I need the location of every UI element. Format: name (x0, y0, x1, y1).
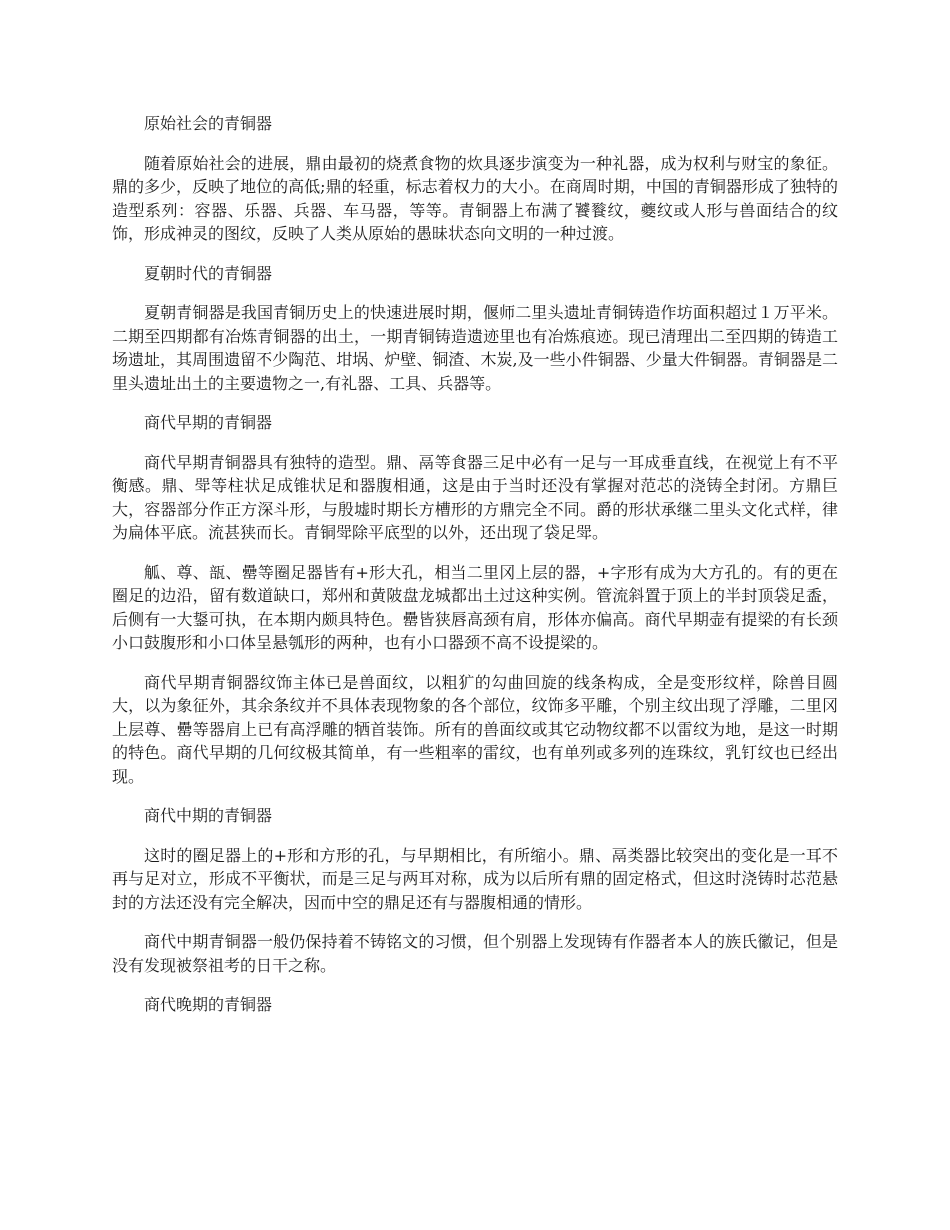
section-heading-xia: 夏朝时代的青铜器 (144, 263, 273, 283)
section-heading-early-shang: 商代早期的青铜器 (144, 413, 273, 432)
paragraph-primitive-1: 随着原始社会的进展，鼎由最初的烧煮食物的炊具逐步演变为一种礼器，成为权利与财宝的象征。鼎的多少，反映了地位的高低;鼎的轻重，标志着权力的大小。在商周时期，中国的青铜器形成了独特的造型系列：容器、乐器、兵器、车马器，等等。青铜器上布满了饕餮纹，夔纹或人形与兽面结合的纹饰，形成神灵的图纹，反映了人类从原始的愚昧状态向文明的一种过渡。 (112, 153, 838, 243)
paragraph-early-shang-3: 商代早期青铜器纹饰主体已是兽面纹，以粗犷的勾曲回旋的线条构成，全是变形纹样，除兽目圆大，以为象征外，其余条纹并不具体表现物象的各个部位，纹饰多平雕，个别主纹出现了浮雕，二里冈上层尊、罍等器肩上已有高浮雕的牺首装饰。所有的兽面纹或其它动物纹都不以雷纹为地，是这一时期的特色。商代早期的几何纹极其简单，有一些粗率的雷纹，也有单列或多列的连珠纹，乳钉纹也已经出现。 (112, 672, 838, 786)
paragraph-middle-shang-1: 这时的圈足器上的+形和方形的孔，与早期相比，有所缩小。鼎、鬲类器比较突出的变化是一耳不再与足对立，形成不平衡状，而是三足与两耳对称，成为以后所有鼎的固定格式，但这时浇铸时芯范悬封的方法还没有完全解决，因而中空的鼎足还有与器腹相通的情形。 (112, 845, 838, 912)
document-page (112, 112, 838, 1033)
paragraph-xia-1: 夏朝青铜器是我国青铜历史上的快速进展时期，偃师二里头遗址青铜铸造作坊面积超过１万平米。二期至四期都有冶炼青铜器的出土，一期青铜铸造遗迹里也有冶炼痕迹。现已清理出二至四期的铸造工场遗址，其周围遗留不少陶范、坩埚、炉壁、铜渣、木炭,及一些小件铜器、少量大件铜器。青铜器是二里头遗址出土的主要遗物之一,有礼器、工具、兵器等。 (112, 303, 838, 393)
section-heading-middle-shang: 商代中期的青铜器 (144, 806, 273, 825)
paragraph-early-shang-2: 觚、尊、瓿、罍等圈足器皆有+形大孔，相当二里冈上层的器，+字形有成为大方孔的。有的更在圈足的边沿，留有数道缺口，郑州和黄陂盘龙城都出土过这种实例。管流斜置于顶上的半封顶袋足盉，后侧有一大鋬可执，在本期内颇具特色。罍皆狭唇高颈有肩，形体亦偏高。商代早期壶有提梁的有长颈小口鼓腹形和小口体呈悬瓠形的两种，也有小口器颈不高不设提梁的。 (112, 562, 838, 652)
paragraph-middle-shang-2: 商代中期青铜器一般仍保持着不铸铭文的习惯，但个别器上发现铸有作器者本人的族氏徽记，但是没有发现被祭祖考的日干之称。 (112, 932, 838, 975)
section-heading-late-shang: 商代晚期的青铜器 (144, 995, 273, 1014)
section-heading-primitive: 原始社会的青铜器 (144, 114, 273, 133)
paragraph-early-shang-1: 商代早期青铜器具有独特的造型。鼎、鬲等食器三足中必有一足与一耳成垂直线，在视觉上有不平衡感。鼎、斝等柱状足成锥状足和器腹相通，这是由于当时还没有掌握对范芯的浇铸全封闭。方鼎巨大，容器部分作正方深斗形，与殷墟时期长方槽形的方鼎完全不同。爵的形状承继二里头文化式样，律为扁体平底。流甚狭而长。青铜斝除平底型的以外，还出现了袋足斝。 (112, 452, 838, 542)
